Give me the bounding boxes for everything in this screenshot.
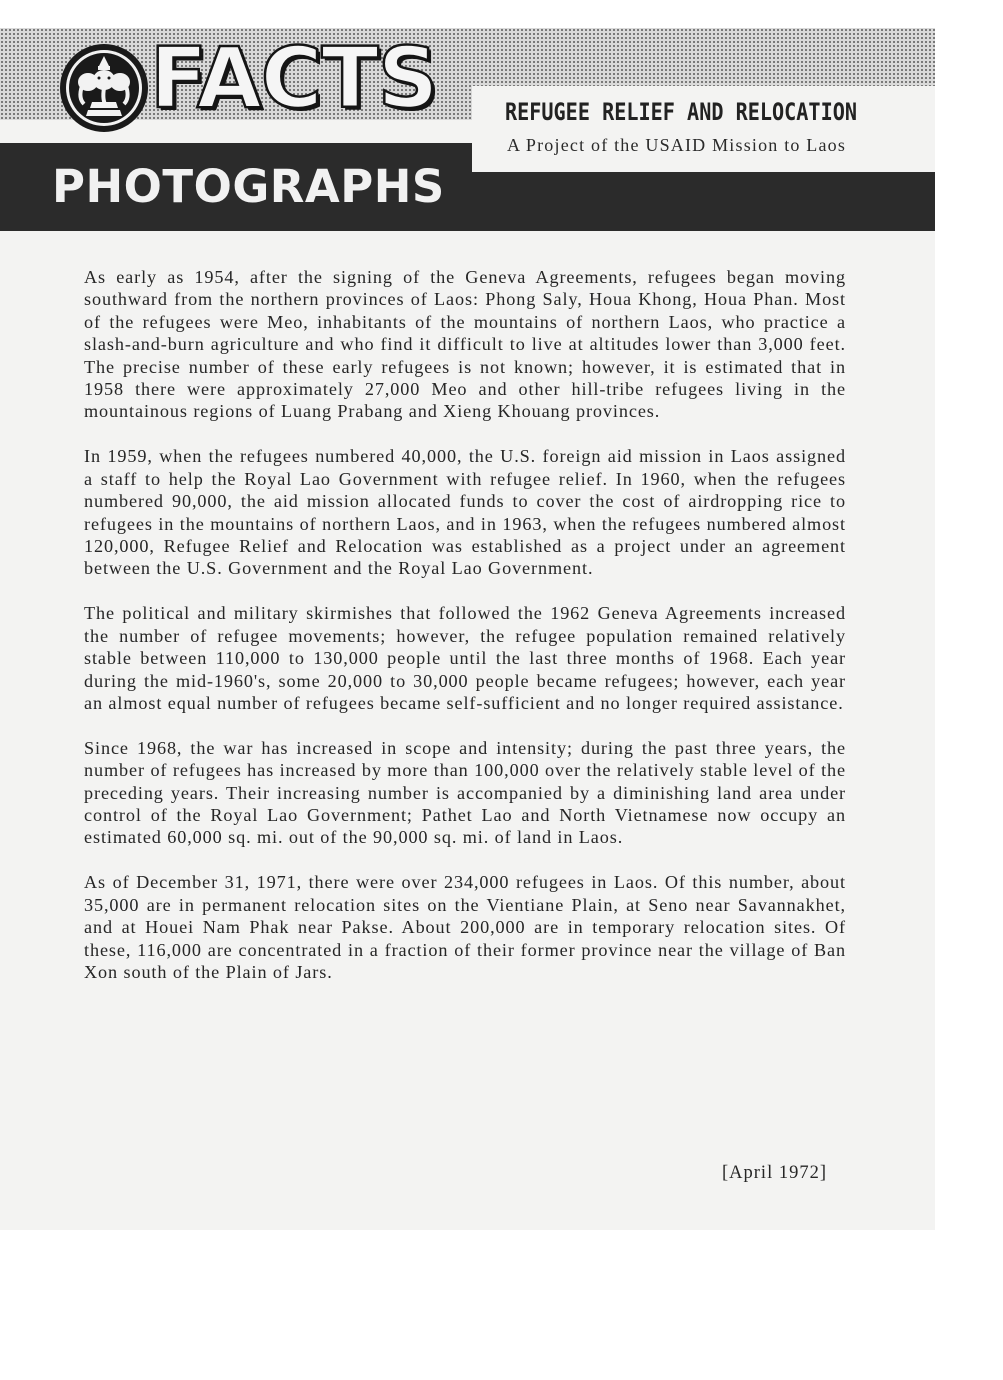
three-headed-elephant-emblem-icon [58,42,150,134]
paragraph: As early as 1954, after the signing of the Geneva Agreements, refugees began moving southward from the northern provinces of Laos: Phong Saly, Houa Khong, Houa Phan. Most of the refugees were Meo, inhabitants of the mountains of northern Laos, who practice a slash-and-burn agriculture and who find it difficult to live at altitudes lower than 3,000 feet. The precise number of these early refugees is not known; however, it is estimated that in 1958 there were approximately 27,000 Meo and other hill-tribe refugees living in the mountainous regions of Luang Prabang and Xieng Khouang provinces. [84,267,846,422]
paragraph: As of December 31, 1971, there were over 234,000 refugees in Laos. Of this number, about 35,000 are in permanent relocation sites on the Vientiane Plain, at Seno near Savannakhet, and at Houei Nam Phak near Pakse. About 200,000 are in temporary relocation sites. Of these, 116,000 are concentrated in a fraction of their former province near the village of Ban Xon south of the Plain of Jars. [84,872,846,982]
paragraph: The political and military skirmishes that followed the 1962 Geneva Agreements increased the number of refugee movements; however, the refugee population remained relatively stable between 110,000 to 130,000 people until the last three months of 1968. Each year during the mid-1960's, some 20,000 to 30,000 people became refugees; however, each year an almost equal number of refugees became self-sufficient and no longer required assistance. [84,603,846,713]
section-label: PHOTOGRAPHS [52,160,445,213]
body-text [84,266,846,1006]
section-bar-extension [472,172,935,231]
document-title: REFUGEE RELIEF AND RELOCATION [505,98,857,126]
paragraph: Since 1968, the war has increased in scope and intensity; during the past three years, the number of refugees has increased by more than 100,000 over the relatively stable level of the preceding years. Their increasing number is accompanied by a diminishing land area under control of the Royal Lao Government; Pathet Lao and North Vietnamese now occupy an estimated 60,000 sq. mi. out of the 90,000 sq. mi. of land in Laos. [84,737,846,848]
publication-date: [April 1972] [722,1163,827,1183]
brand-wordmark: FACTS [150,29,438,127]
paragraph: In 1959, when the refugees numbered 40,000, the U.S. foreign aid mission in Laos assigned a staff to help the Royal Lao Government with refugee relief. In 1960, when the refugees numbered 90,000, the aid mission allocated funds to cover the cost of airdropping rice to refugees in the mountains of northern Laos, and in 1963, when the refugees numbered almost 120,000, Refugee Relief and Relocation was established as a project under an agreement between the U.S. Government and the Royal Lao Government. [84,446,846,579]
document-subtitle: A Project of the USAID Mission to Laos [507,135,847,155]
